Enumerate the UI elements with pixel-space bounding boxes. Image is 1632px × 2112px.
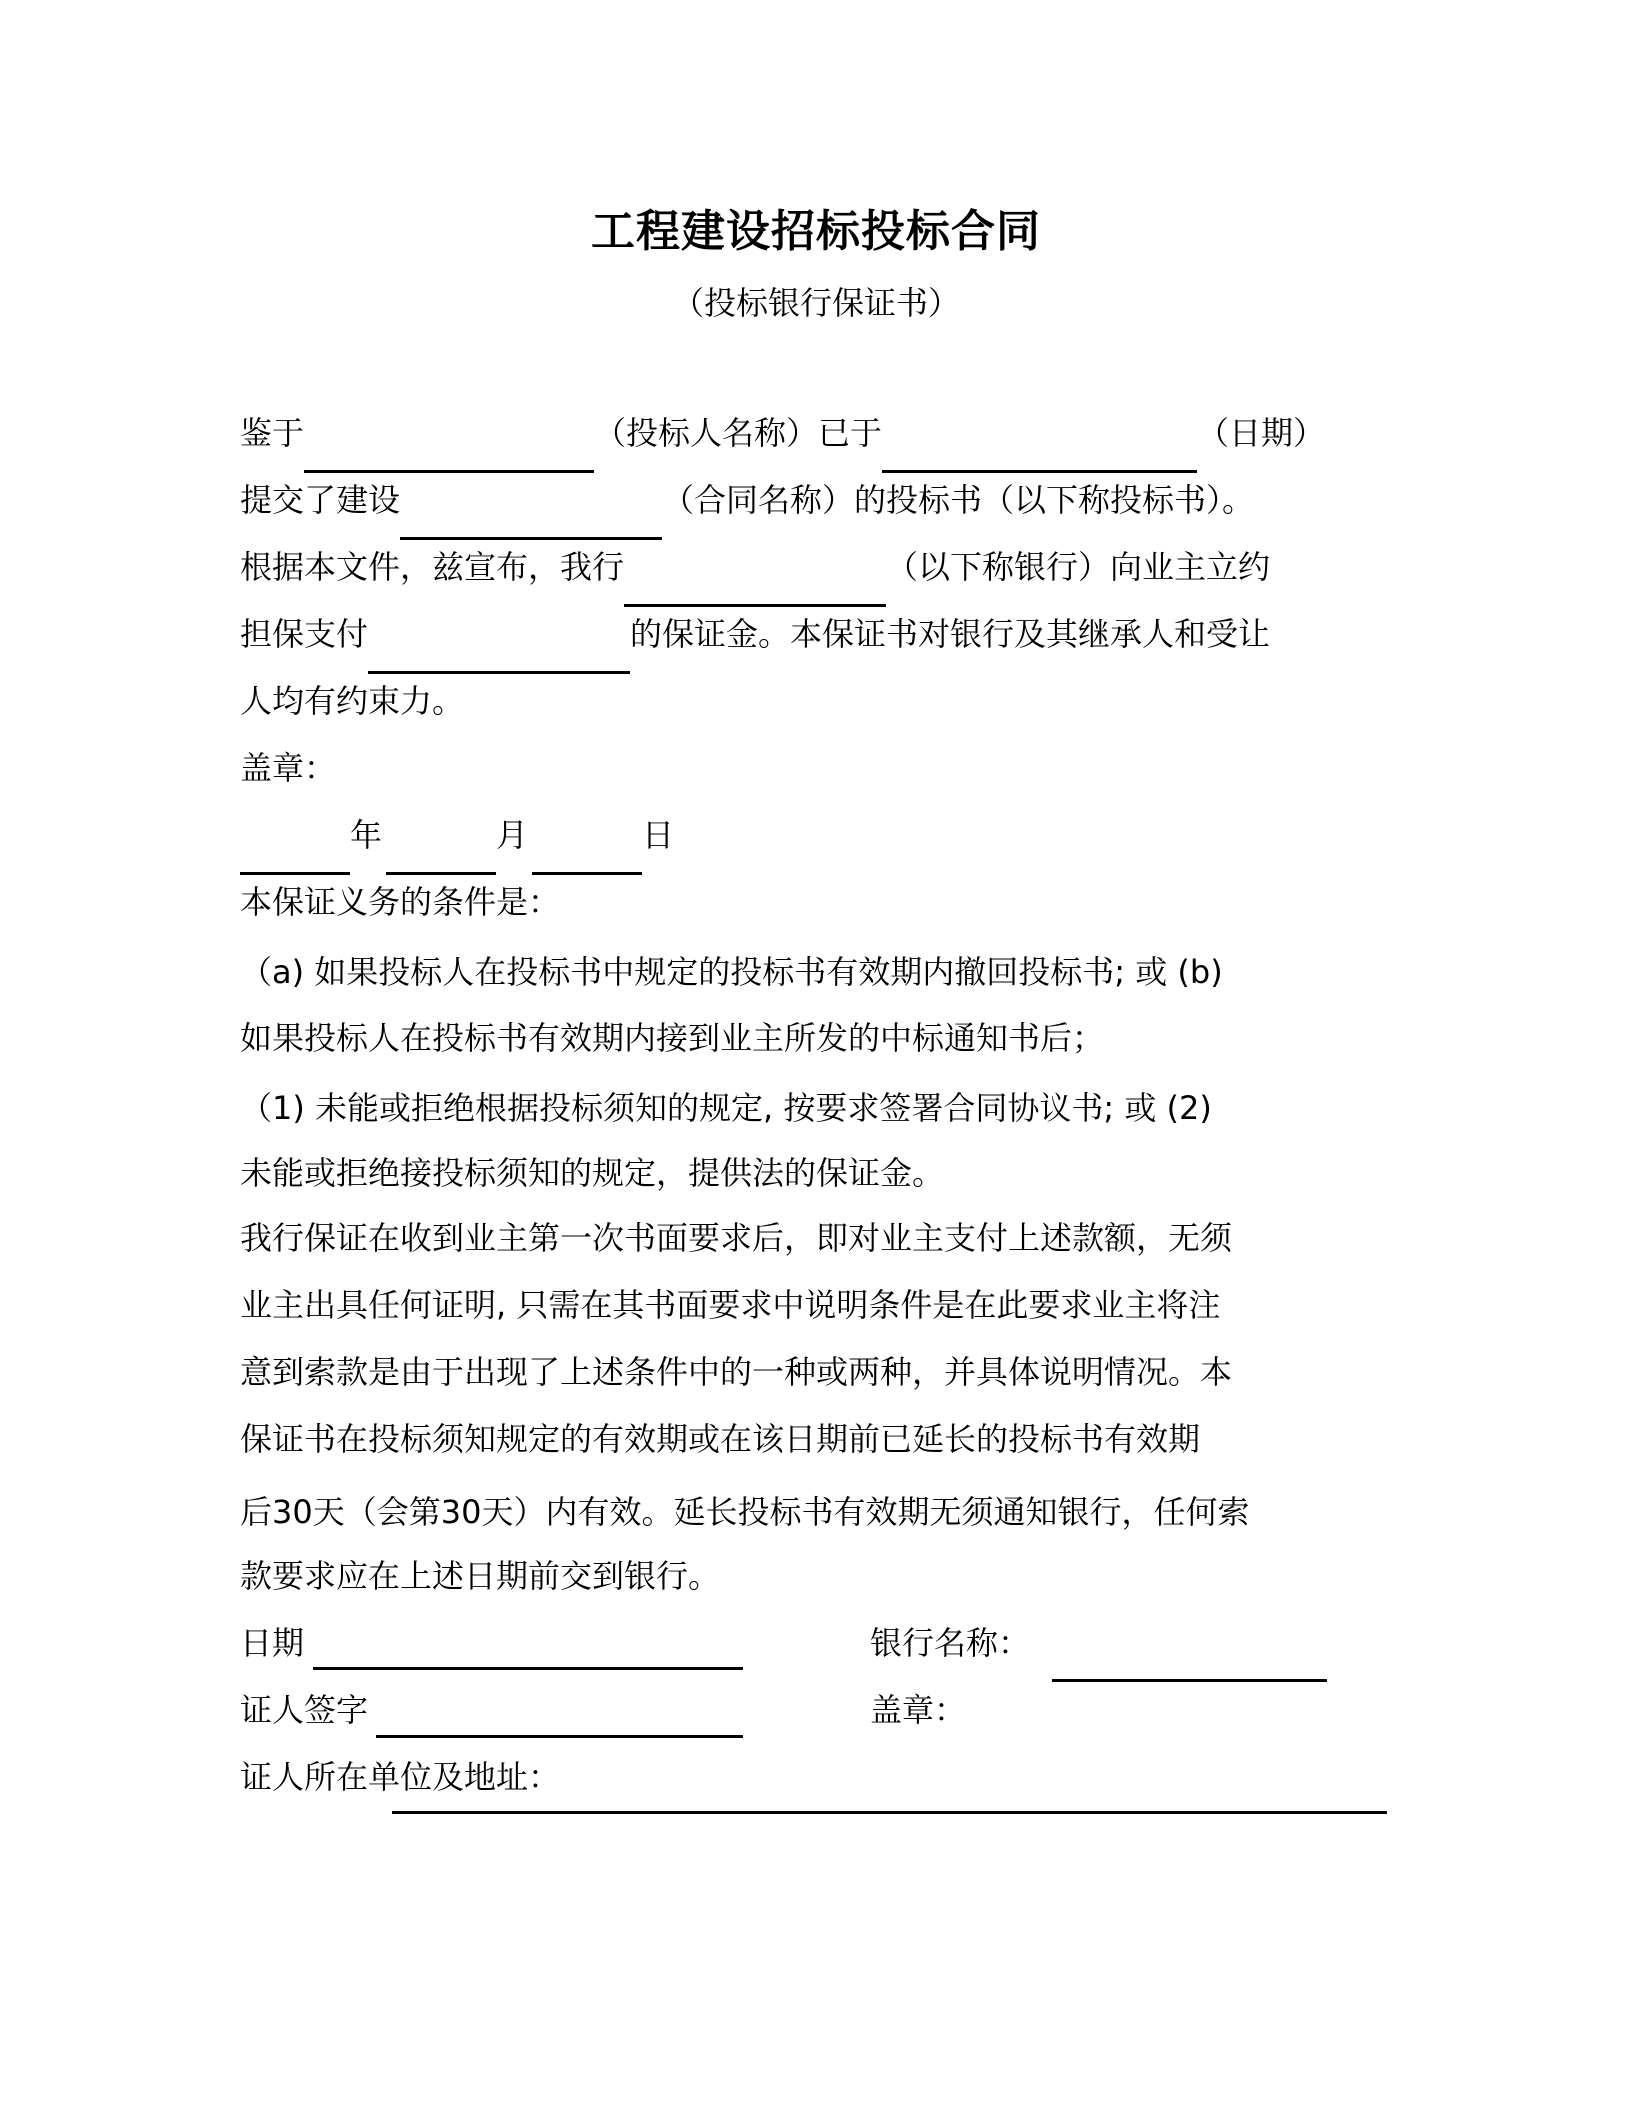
month-blank[interactable] <box>386 826 496 875</box>
text-declare: 根据本文件，兹宣布，我行 <box>240 548 625 586</box>
bank-blank[interactable] <box>624 558 886 607</box>
condition-1-line-1: （1) 未能或拒绝根据投标须知的规定, 按要求签署合同协议书; 或 (2) <box>240 1089 1212 1127</box>
paragraph-2-line-6: 款要求应在上述日期前交到银行。 <box>240 1557 721 1595</box>
text-binding: 的保证金。本保证书对银行及其继承人和受让 <box>630 615 1271 653</box>
paragraph-2-line-4: 保证书在投标须知规定的有效期或在该日期前已延长的投标书有效期 <box>240 1420 1201 1458</box>
amount-blank[interactable] <box>368 625 630 674</box>
text-jianyu: 鉴于 <box>240 414 305 452</box>
bank-seal-label: 盖章： <box>870 1691 967 1729</box>
signature-date-label: 日期 <box>240 1624 305 1662</box>
seal-label: 盖章： <box>240 749 337 787</box>
text-date-label: （日期） <box>1197 414 1326 452</box>
year-blank[interactable] <box>240 826 350 875</box>
bidder-name-blank[interactable] <box>304 424 594 473</box>
day-label: 日 <box>642 816 675 854</box>
date-row <box>240 812 1385 875</box>
condition-a-line-1: （a) 如果投标人在投标书中规定的投标书有效期内撤回投标书; 或 (b) <box>240 953 1223 991</box>
paragraph-2-line-5: 后30天（会第30天）内有效。延长投标书有效期无须通知银行，任何索 <box>240 1493 1250 1531</box>
condition-1-line-2: 未能或拒绝接投标须知的规定，提供法的保证金。 <box>240 1154 945 1192</box>
text-bank-label: （以下称银行）向业主立约 <box>886 548 1271 586</box>
text-submitted: 提交了建设 <box>240 481 401 519</box>
month-label: 月 <box>496 816 529 854</box>
witness-unit-label: 证人所在单位及地址： <box>240 1758 561 1796</box>
paragraph-2-line-3: 意到索款是由于出现了上述条件中的一种或两种，并具体说明情况。本 <box>240 1353 1233 1391</box>
document-title: 工程建设招标投标合同 <box>591 206 1041 257</box>
bank-name-label: 银行名称： <box>870 1624 1031 1662</box>
contract-name-blank[interactable] <box>400 491 662 540</box>
witness-sign-blank[interactable] <box>376 1735 743 1738</box>
witness-unit-blank[interactable] <box>392 1811 1387 1814</box>
text-guarantee-pay: 担保支付 <box>240 615 369 653</box>
bank-name-blank[interactable] <box>1052 1679 1327 1682</box>
witness-sign-label: 证人签字 <box>240 1691 369 1729</box>
condition-a-line-2: 如果投标人在投标书有效期内接到业主所发的中标通知书后； <box>240 1019 1105 1057</box>
year-label: 年 <box>350 816 383 854</box>
signature-date-blank[interactable] <box>313 1667 743 1670</box>
paragraph-1-line-5: 人均有约束力。 <box>240 682 465 720</box>
document-subtitle: （投标银行保证书） <box>671 284 960 322</box>
paragraph-1-line-1 <box>240 410 1385 473</box>
text-contract-name-label: （合同名称）的投标书（以下称投标书）。 <box>662 481 1255 519</box>
paragraph-2-line-2: 业主出具任何证明, 只需在其书面要求中说明条件是在此要求业主将注 <box>240 1286 1221 1324</box>
paragraph-1-line-3 <box>240 544 1385 607</box>
paragraph-1-line-4 <box>240 611 1385 674</box>
text-bidder-name-label: （投标人名称）已于 <box>594 414 883 452</box>
conditions-heading: 本保证义务的条件是： <box>240 883 561 921</box>
paragraph-1-line-2 <box>240 477 1385 540</box>
day-blank[interactable] <box>532 826 642 875</box>
paragraph-2-line-1: 我行保证在收到业主第一次书面要求后，即对业主支付上述款额，无须 <box>240 1219 1233 1257</box>
date-blank[interactable] <box>882 424 1197 473</box>
